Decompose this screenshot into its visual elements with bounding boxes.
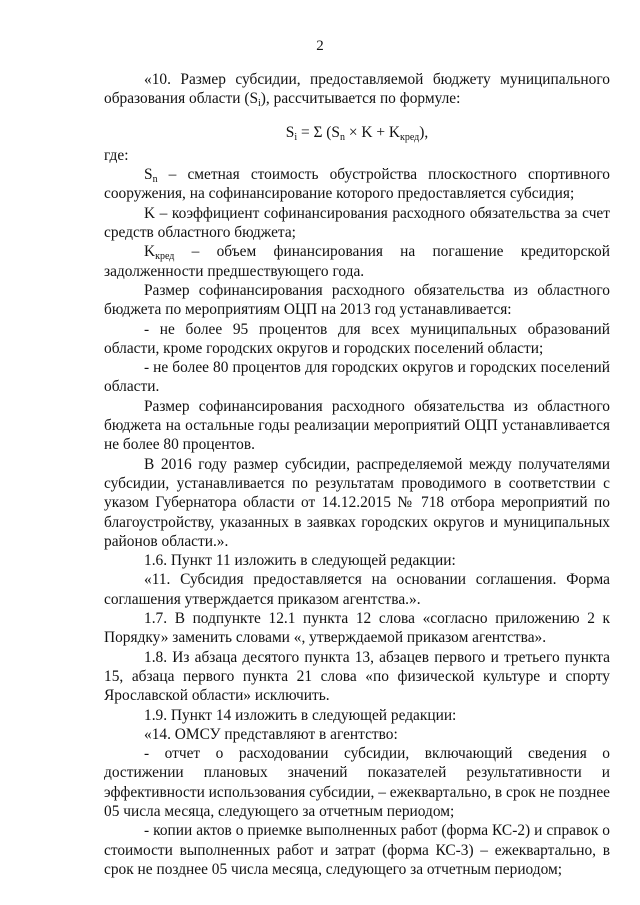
text-run: – объем финансирования на погашение кредиторской задолженности предшествующего года.	[104, 243, 610, 280]
paragraph-report: - отчет о расходовании субсидии, включающий сведения о достижении плановых значений показателей результативности и эффективности использования субсидии, – ежеквартально, в срок не позднее 05 числа месяца, следующего за отчетным периодом;	[104, 745, 610, 820]
text-run: – сметная стоимость обустройства плоскостного спортивного сооружения, на софинансирование которого предоставляется субсидия;	[104, 166, 610, 203]
definition-kkred	[104, 242, 610, 281]
formula-part: ),	[419, 123, 429, 141]
paragraph-item-10	[104, 70, 610, 109]
paragraph-95-percent: - не более 95 процентов для всех муниципальных образований области, кроме городских округов и городских поселений области;	[104, 320, 610, 357]
where-label: где:	[104, 146, 129, 164]
formula-subscript: кред	[399, 131, 420, 143]
definition-k: K – коэффициент софинансирования расходного обязательства за счет средств областного бюджета;	[104, 204, 610, 242]
formula-part: × K + K	[344, 123, 400, 141]
formula-part: = Σ (S	[297, 123, 340, 141]
paragraph-item-14: «14. ОМСУ представляют в агентство:	[144, 725, 398, 743]
subscript: n	[152, 174, 158, 186]
subscript: кред	[155, 251, 175, 263]
document-body	[104, 70, 610, 879]
paragraph-copies: - копии актов о приемке выполненных работ (форма КС-2) и справок о стоимости выполненных работ и затрат (форма КС-3) – ежеквартально, в срок не позднее 05 числа месяца, следующего за отчетным периодом;	[104, 822, 610, 878]
definition-sn	[104, 165, 610, 204]
text-run: «10. Размер субсидии, предоставляемой бюджету муниципального образования области (S	[104, 71, 610, 108]
paragraph-1-9: 1.9. Пункт 14 изложить в следующей редакции:	[144, 706, 457, 724]
formula-part: S	[285, 123, 295, 141]
subscript: i	[258, 98, 261, 110]
formula-subscript: n	[339, 131, 345, 143]
paragraph-80-percent: - не более 80 процентов для городских округов и городских поселений области.	[104, 359, 610, 396]
paragraph-1-8: 1.8. Из абзаца десятого пункта 13, абзацев первого и третьего пункта 15, абзаца первого пункта 21 слова «по физической культуре и спорту Ярославской области» исключить.	[104, 648, 610, 705]
text-run: K	[144, 243, 156, 261]
paragraph-other-years: Размер софинансирования расходного обязательства из областного бюджета на остальные годы реализации мероприятий ОЦП устанавливается не более 80 процентов.	[104, 397, 610, 454]
page-number: 2	[316, 38, 324, 54]
paragraph-item-11: «11. Субсидия предоставляется на основании соглашения. Форма соглашения утверждается приказом агентства.».	[104, 571, 610, 608]
paragraph-1-6: 1.6. Пункт 11 изложить в следующей редакции:	[144, 552, 456, 570]
paragraph-1-7: 1.7. В подпункте 12.1 пункта 12 слова «согласно приложению 2 к Порядку» заменить словами «, утверждаемой приказом агентства».	[104, 610, 610, 647]
text-run: S	[144, 166, 153, 184]
paragraph-rate-2013: Размер софинансирования расходного обязательства из областного бюджета по мероприятиям ОЦП на 2013 год устанавливается:	[104, 281, 610, 319]
formula-subscript: i	[294, 131, 298, 143]
paragraph-2016: В 2016 году размер субсидии, распределяемой между получателями субсидии, устанавливается по результатам проводимого в соответствии с указом Губернатора области от 14.12.2015 № 718 отбора мероприятий по благоустройству, указанных в заявках городских округов и муниципальных районов области.».	[104, 455, 610, 550]
text-run: ), рассчитывается по формуле:	[260, 90, 461, 108]
formula	[104, 123, 610, 142]
